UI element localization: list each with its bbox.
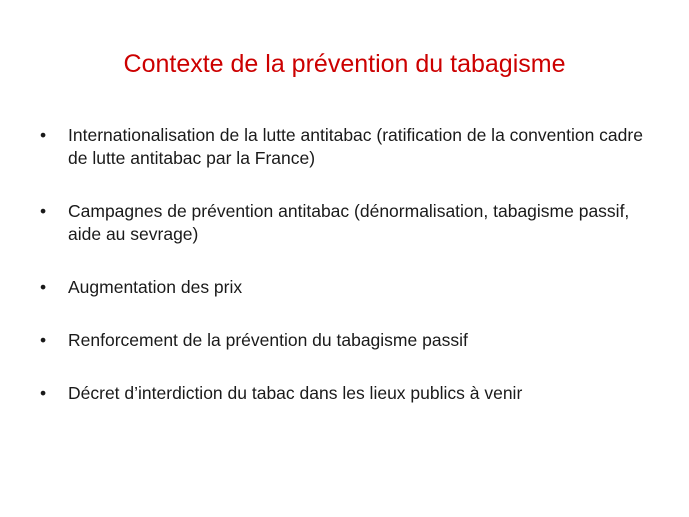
bullet-item xyxy=(38,382,658,405)
bullet-list xyxy=(38,124,658,405)
slide-title: Contexte de la prévention du tabagisme xyxy=(123,50,566,78)
bullet-dot-icon: • xyxy=(40,201,47,221)
bullet-dot-icon: • xyxy=(40,330,47,350)
bullet-item xyxy=(38,124,658,170)
bullet-text: Renforcement de la prévention du tabagisme passif xyxy=(68,330,468,350)
bullet-item xyxy=(38,200,658,246)
bullet-text: Campagnes de prévention antitabac (dénormalisation, tabagisme passif, aide au sevrage) xyxy=(68,201,630,244)
bullet-text: Augmentation des prix xyxy=(68,277,243,297)
bullet-text: Décret d’interdiction du tabac dans les lieux publics à venir xyxy=(68,383,523,403)
bullet-dot-icon: • xyxy=(40,125,47,145)
bullet-dot-icon: • xyxy=(40,277,47,297)
bullet-item xyxy=(38,276,658,299)
bullet-text: Internationalisation de la lutte antitabac (ratification de la convention cadre de lutte antitabac par la France) xyxy=(68,125,643,168)
bullet-dot-icon: • xyxy=(40,383,47,403)
bullet-item xyxy=(38,329,658,352)
